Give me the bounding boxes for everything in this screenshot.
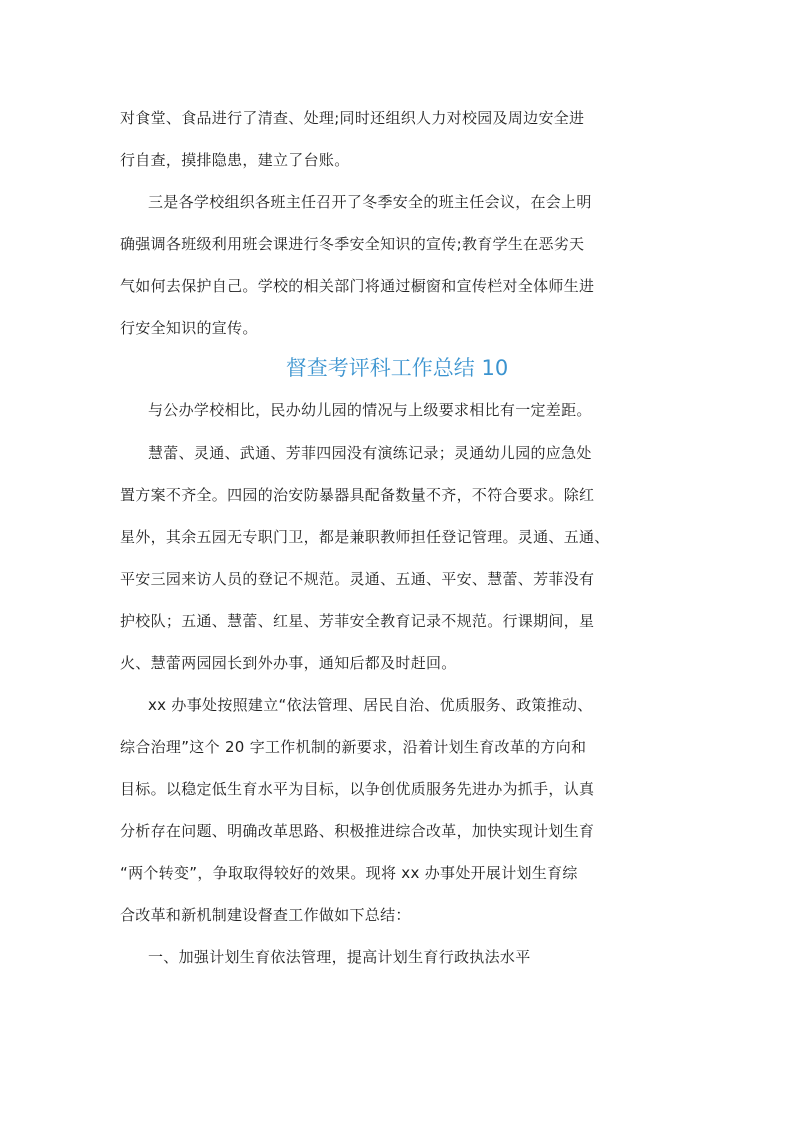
paragraph-line: 慧蕾、灵通、武通、芳菲四园没有演练记录；灵通幼儿园的应急处 xyxy=(148,444,592,462)
paragraph-line: 三是各学校组织各班主任召开了冬季安全的班主任会议，在会上明 xyxy=(148,193,592,211)
paragraph-line: 平安三园来访人员的登记不规范。灵通、五通、平安、慧蕾、芳菲没有 xyxy=(120,570,595,588)
paragraph-line: 行自查，摸排隐患，建立了台账。 xyxy=(120,151,350,169)
paragraph-line: xx 办事处按照建立“依法管理、居民自治、优质服务、政策推动、 xyxy=(148,696,593,714)
paragraph-line: 确强调各班级利用班会课进行冬季安全知识的宣传;教育学生在恶劣天 xyxy=(120,235,585,253)
section-heading: 督查考评科工作总结 10 xyxy=(285,356,509,380)
paragraph-line: 行安全知识的宣传。 xyxy=(120,319,258,337)
paragraph-line: 对食堂、食品进行了清查、处理;同时还组织人力对校园及周边安全进 xyxy=(120,109,585,127)
paragraph-line: 火、慧蕾两园园长到外办事，通知后都及时赶回。 xyxy=(120,654,457,672)
paragraph-line: 星外，其余五园无专职门卫，都是兼职教师担任登记管理。灵通、五通、 xyxy=(120,528,610,546)
paragraph-line: “两个转变”，争取取得较好的效果。现将 xx 办事处开展计划生育综 xyxy=(120,864,578,882)
paragraph-line: 一、加强计划生育依法管理，提高计划生育行政执法水平 xyxy=(148,948,531,966)
paragraph-line: 分析存在问题、明确改革思路、积极推进综合改革，加快实现计划生育 xyxy=(120,822,595,840)
paragraph-line: 护校队；五通、慧蕾、红星、芳菲安全教育记录不规范。行课期间，星 xyxy=(120,612,595,630)
paragraph-line: 综合治理”这个 20 字工作机制的新要求，沿着计划生育改革的方向和 xyxy=(120,738,587,756)
paragraph-line: 气如何去保护自己。学校的相关部门将通过橱窗和宣传栏对全体师生进 xyxy=(120,277,595,295)
paragraph-line: 目标。以稳定低生育水平为目标，以争创优质服务先进办为抓手，认真 xyxy=(120,780,595,798)
paragraph-line: 置方案不齐全。四园的治安防暴器具配备数量不齐，不符合要求。除红 xyxy=(120,486,595,504)
paragraph-line: 与公办学校相比，民办幼儿园的情况与上级要求相比有一定差距。 xyxy=(148,401,592,419)
paragraph-line: 合改革和新机制建设督查工作做如下总结： xyxy=(120,906,411,924)
